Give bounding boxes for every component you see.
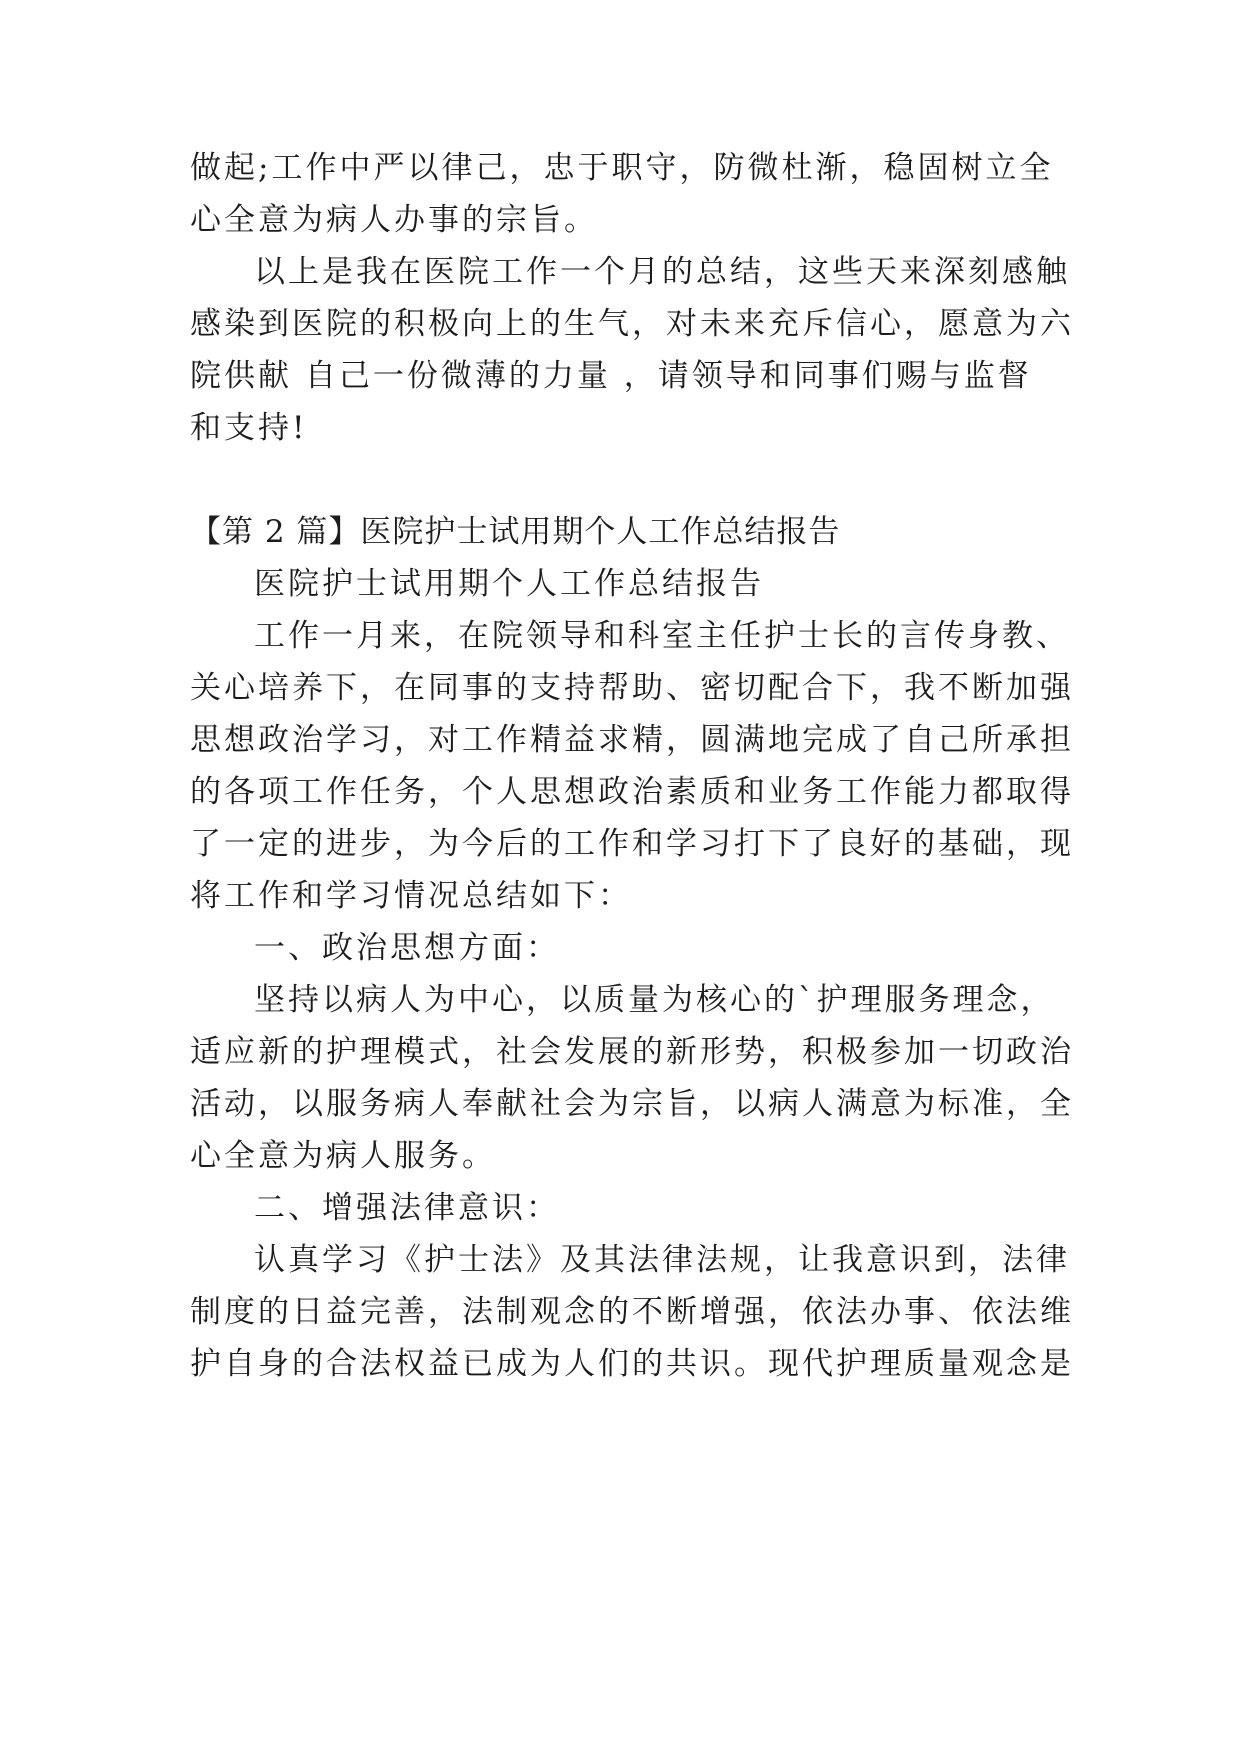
- subheading: 一、政治思想方面：: [254, 930, 560, 966]
- paragraph-line: 以上是我在医院工作一个月的总结，这些天来深刻感触: [254, 254, 1070, 290]
- paragraph-line: 适应新的护理模式，社会发展的新形势，积极参加一切政治: [190, 1034, 1074, 1070]
- paragraph-line: 思想政治学习，对工作精益求精，圆满地完成了自己所承担: [190, 722, 1074, 758]
- paragraph-line: 做起;工作中严以律己，忠于职守，防微杜渐，稳固树立全: [190, 150, 1054, 186]
- paragraph-line: 活动，以服务病人奉献社会为宗旨，以病人满意为标准，全: [190, 1086, 1074, 1122]
- paragraph-line: 将工作和学习情况总结如下：: [190, 878, 632, 914]
- paragraph-line: 心全意为病人服务。: [190, 1138, 496, 1174]
- paragraph-line: 院供献 自己一份微薄的力量 ，请领导和同事们赐与监督: [190, 358, 1032, 394]
- paragraph-line: 工作一月来，在院领导和科室主任护士长的言传身教、: [254, 618, 1070, 654]
- paragraph-line: 关心培养下，在同事的支持帮助、密切配合下，我不断加强: [190, 670, 1074, 706]
- paragraph-line: 护自身的合法权益已成为人们的共识。现代护理质量观念是: [190, 1346, 1074, 1382]
- paragraph-line: 的各项工作任务，个人思想政治素质和业务工作能力都取得: [190, 774, 1074, 810]
- section-heading: 【第 2 篇】医院护士试用期个人工作总结报告: [190, 514, 841, 550]
- paragraph-line: 坚持以病人为中心，以质量为核心的`护理服务理念，: [254, 982, 1055, 1018]
- paragraph-line: 制度的日益完善，法制观念的不断增强，依法办事、依法维: [190, 1294, 1074, 1330]
- paragraph-line: 和支持!: [190, 410, 308, 446]
- report-title: 医院护士试用期个人工作总结报告: [254, 566, 764, 602]
- paragraph-line: 心全意为病人办事的宗旨。: [190, 202, 598, 238]
- paragraph-line: 认真学习《护士法》及其法律法规，让我意识到，法律: [254, 1242, 1070, 1278]
- subheading: 二、增强法律意识：: [254, 1190, 560, 1226]
- paragraph-line: 感染到医院的积极向上的生气，对未来充斥信心，愿意为六: [190, 306, 1074, 342]
- paragraph-line: 了一定的进步，为今后的工作和学习打下了良好的基础，现: [190, 826, 1074, 862]
